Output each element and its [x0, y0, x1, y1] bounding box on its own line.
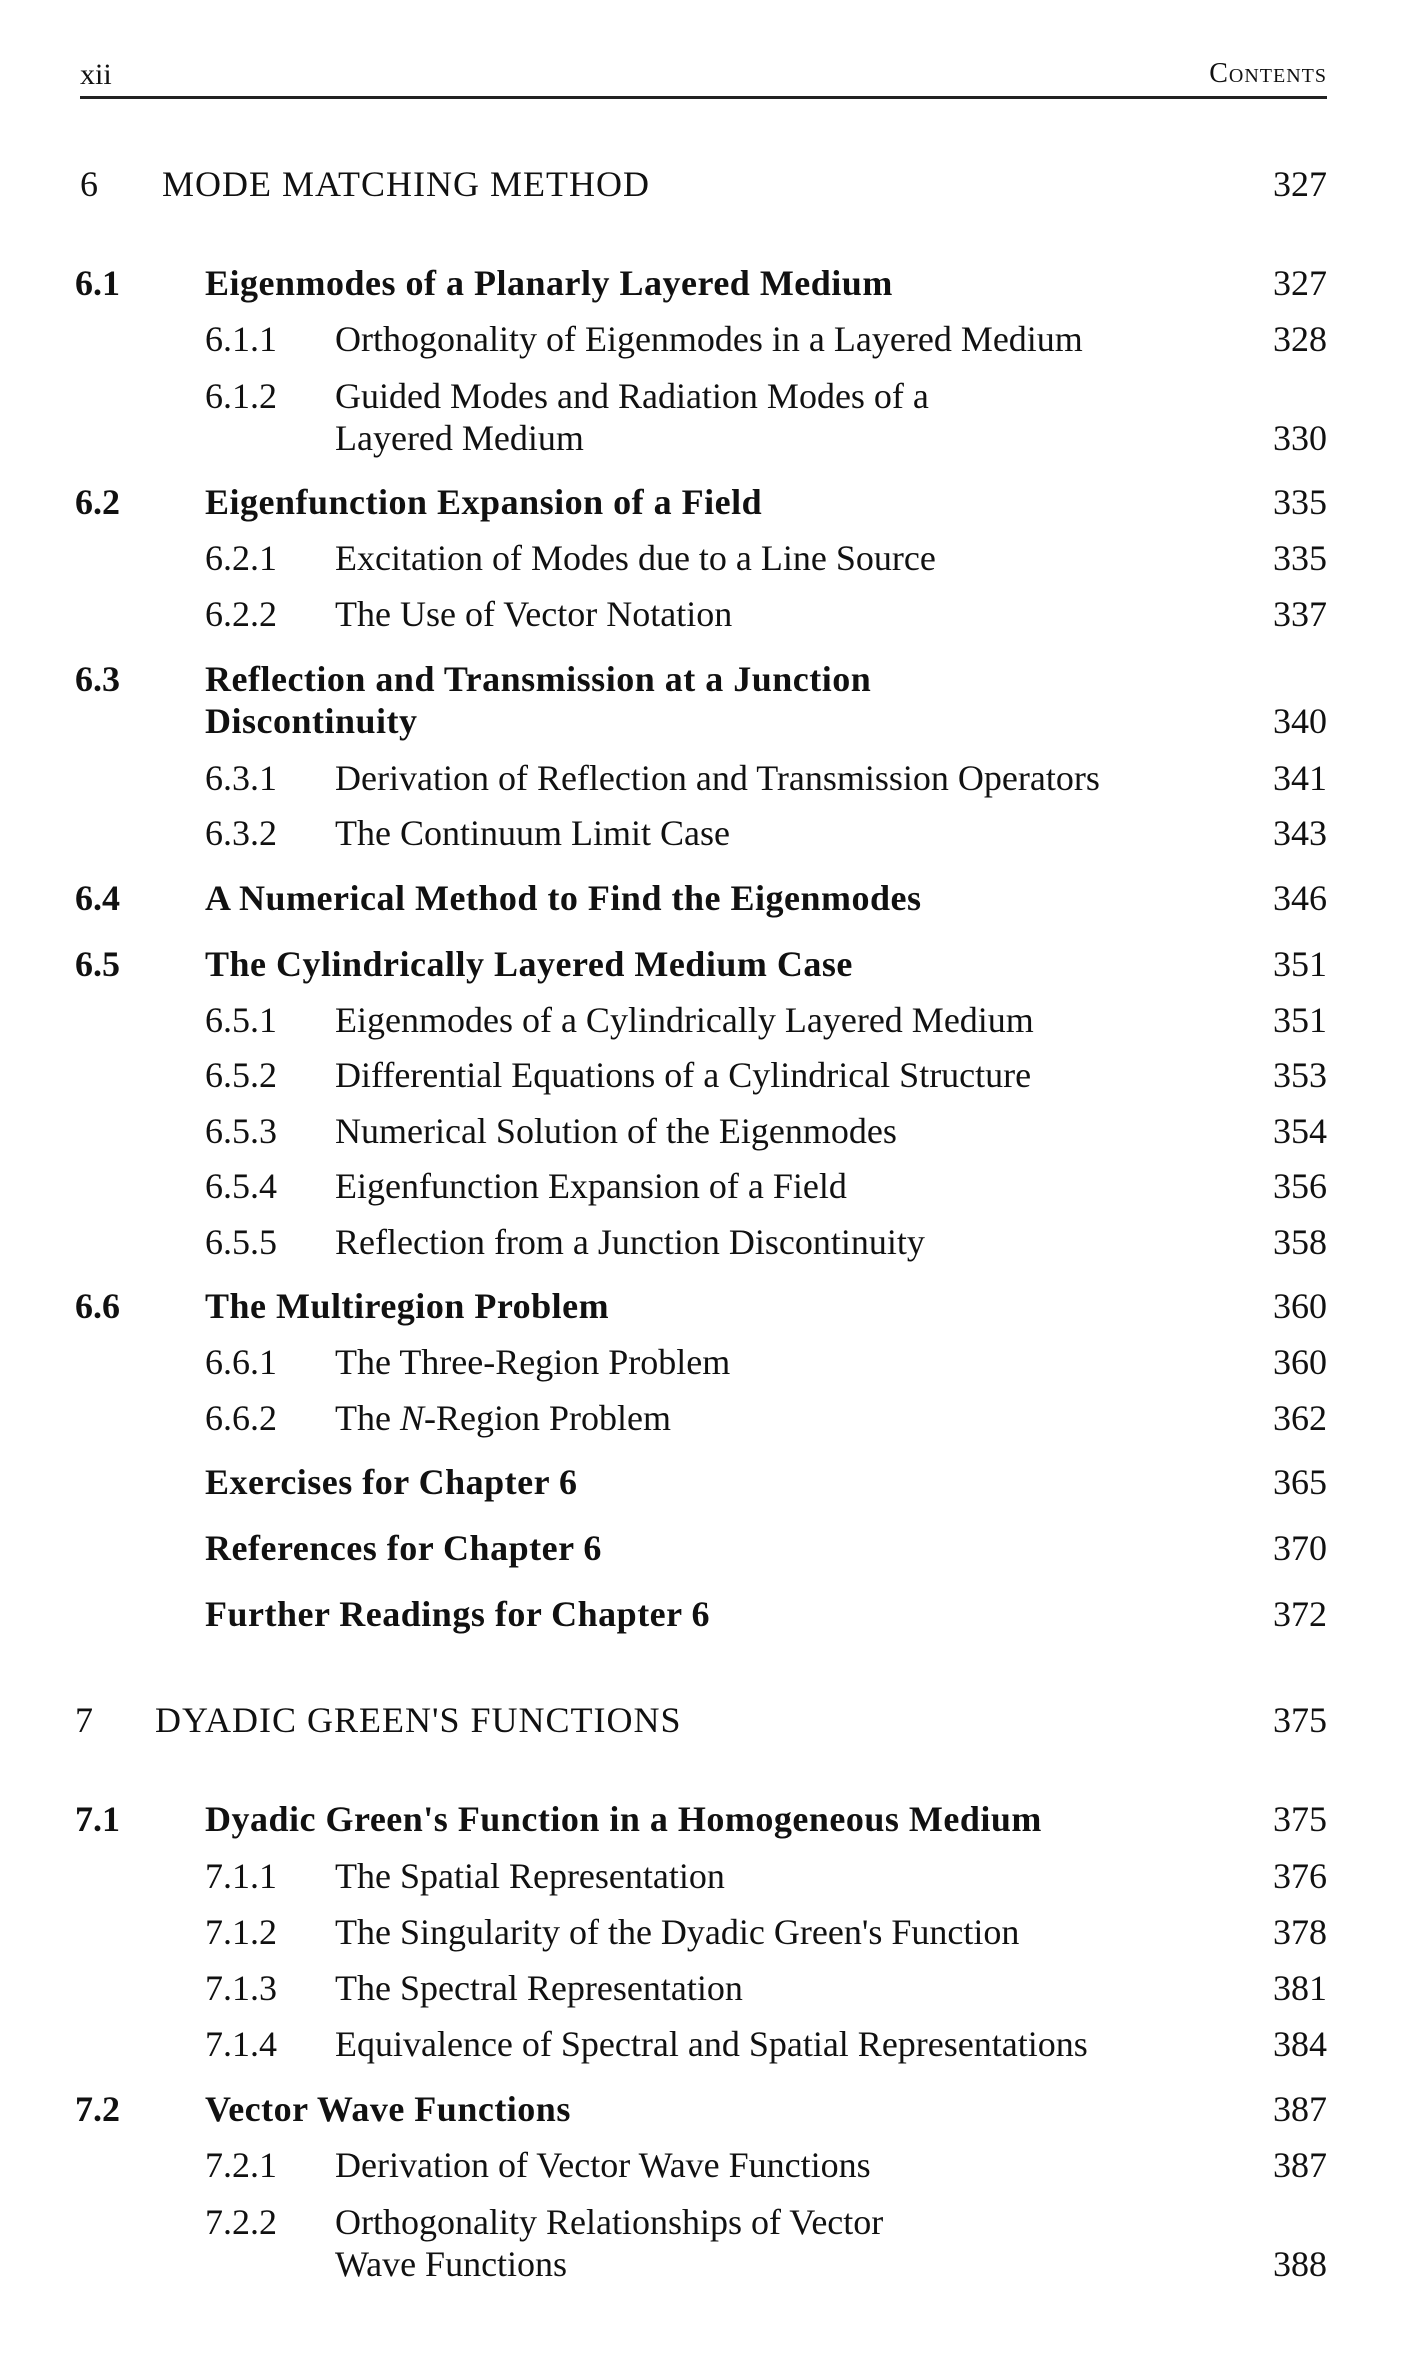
toc-number: 6.1.2 — [205, 376, 277, 416]
toc-number: 6.4 — [75, 878, 120, 918]
toc-page: 387 — [1273, 2089, 1327, 2129]
toc-page: 335 — [1273, 538, 1327, 578]
toc-page: 360 — [1273, 1286, 1327, 1326]
toc-number: 7.2.2 — [205, 2202, 277, 2242]
toc-title: Eigenfunction Expansion of a Field — [205, 482, 763, 522]
toc-page: 335 — [1273, 482, 1327, 522]
toc-number: 6.2.1 — [205, 538, 277, 578]
toc-title: Vector Wave Functions — [205, 2089, 571, 2129]
toc-title: DYADIC GREEN'S FUNCTIONS — [155, 1700, 682, 1740]
toc-title: Reflection and Transmission at a Junction Discontinuity — [205, 659, 872, 741]
toc-title: Eigenmodes of a Planarly Layered Medium — [205, 263, 893, 303]
toc-page: 341 — [1273, 758, 1327, 798]
toc-title: Orthogonality of Eigenmodes in a Layered Medium — [335, 319, 1083, 359]
toc-page: 337 — [1273, 594, 1327, 634]
toc-title: Eigenfunction Expansion of a Field — [335, 1166, 847, 1206]
toc-number: 7.1.1 — [205, 1856, 277, 1896]
toc-page: 384 — [1273, 2024, 1327, 2064]
toc-title: Dyadic Green's Function in a Homogeneous Medium — [205, 1799, 1042, 1839]
toc-page: 354 — [1273, 1111, 1327, 1151]
toc-title: Exercises for Chapter 6 — [205, 1462, 578, 1502]
toc-title: A Numerical Method to Find the Eigenmodes — [205, 878, 922, 918]
toc-page: 381 — [1273, 1968, 1327, 2008]
toc-title: Equivalence of Spectral and Spatial Representations — [335, 2024, 1088, 2064]
toc-page: 370 — [1273, 1528, 1327, 1568]
toc-title — [335, 1397, 671, 1439]
toc-page: 346 — [1273, 878, 1327, 918]
toc-page: 353 — [1273, 1055, 1327, 1095]
toc-page: 351 — [1273, 1000, 1327, 1040]
toc-page: 328 — [1273, 319, 1327, 359]
toc-number: 6.3.1 — [205, 758, 277, 798]
toc-number: 6.5.4 — [205, 1166, 277, 1206]
title-part: The — [335, 1398, 400, 1438]
toc-number: 6.5 — [75, 944, 120, 984]
toc-title: The Continuum Limit Case — [335, 813, 730, 853]
toc-number: 6.1.1 — [205, 319, 277, 359]
toc-page: 340 — [1273, 701, 1327, 741]
toc-title: The Multiregion Problem — [205, 1286, 610, 1326]
toc-number: 7.1.4 — [205, 2024, 277, 2064]
toc-number: 6 — [80, 164, 98, 204]
title-italic-part: N — [399, 1398, 424, 1438]
toc-title: Derivation of Vector Wave Functions — [335, 2145, 871, 2185]
toc-page: 378 — [1273, 1912, 1327, 1952]
toc-number: 6.5.1 — [205, 1000, 277, 1040]
toc-title: Numerical Solution of the Eigenmodes — [335, 1111, 897, 1151]
toc-page: 351 — [1273, 944, 1327, 984]
toc-page: 365 — [1273, 1462, 1327, 1502]
toc-page: 327 — [1273, 263, 1327, 303]
toc-number: 6.3 — [75, 659, 120, 699]
toc-page: 330 — [1273, 418, 1327, 458]
toc-page: 375 — [1273, 1700, 1327, 1740]
page-number: xii — [80, 58, 112, 91]
toc-number: 7.1.2 — [205, 1912, 277, 1952]
toc-number: 7.1 — [75, 1799, 120, 1839]
toc-number: 6.2 — [75, 482, 120, 522]
toc-page: 376 — [1273, 1856, 1327, 1896]
running-head — [80, 50, 1327, 90]
header-rule — [80, 96, 1327, 99]
toc-number: 6.6.1 — [205, 1342, 277, 1382]
toc-number: 6.1 — [75, 263, 120, 303]
running-title: Contents — [1209, 58, 1327, 89]
toc-number: 7.1.3 — [205, 1968, 277, 2008]
toc-number: 6.3.2 — [205, 813, 277, 853]
toc-page: 327 — [1273, 164, 1327, 204]
toc-page: 343 — [1273, 813, 1327, 853]
toc-title: The Singularity of the Dyadic Green's Function — [335, 1912, 1020, 1952]
toc-number: 6.2.2 — [205, 594, 277, 634]
toc-page: 360 — [1273, 1342, 1327, 1382]
toc-page: 362 — [1273, 1398, 1327, 1438]
toc-number: 6.5.3 — [205, 1111, 277, 1151]
title-part: -Region Problem — [423, 1398, 671, 1438]
toc-page: 388 — [1273, 2244, 1327, 2284]
toc-title: Eigenmodes of a Cylindrically Layered Medium — [335, 1000, 1034, 1040]
toc-page: 375 — [1273, 1799, 1327, 1839]
toc-number: 6.6 — [75, 1286, 120, 1326]
toc-title: The Spectral Representation — [335, 1968, 743, 2008]
toc-title: Derivation of Reflection and Transmission Operators — [335, 758, 1100, 798]
toc-title: References for Chapter 6 — [205, 1528, 602, 1568]
toc-title: Excitation of Modes due to a Line Source — [335, 538, 936, 578]
toc-title: The Three-Region Problem — [335, 1342, 731, 1382]
toc-page: 358 — [1273, 1222, 1327, 1262]
toc-title: The Cylindrically Layered Medium Case — [205, 944, 853, 984]
toc-title: Reflection from a Junction Discontinuity — [335, 1222, 925, 1262]
toc-title: Guided Modes and Radiation Modes of a Layered Medium — [335, 376, 929, 458]
toc-title: Further Readings for Chapter 6 — [205, 1594, 710, 1634]
toc-title: MODE MATCHING METHOD — [162, 164, 650, 204]
toc-page: 356 — [1273, 1166, 1327, 1206]
toc-page: 387 — [1273, 2145, 1327, 2185]
toc-title: The Use of Vector Notation — [335, 594, 733, 634]
toc-number: 6.5.5 — [205, 1222, 277, 1262]
toc-number: 6.5.2 — [205, 1055, 277, 1095]
toc-title: Differential Equations of a Cylindrical Structure — [335, 1055, 1032, 1095]
toc-number: 7.2.1 — [205, 2145, 277, 2185]
toc-number: 6.6.2 — [205, 1398, 277, 1438]
toc-title: The Spatial Representation — [335, 1856, 725, 1896]
toc-number: 7 — [75, 1700, 93, 1740]
toc-number: 7.2 — [75, 2089, 120, 2129]
toc-page: 372 — [1273, 1594, 1327, 1634]
toc-title: Orthogonality Relationships of Vector Wave Functions — [335, 2202, 884, 2284]
